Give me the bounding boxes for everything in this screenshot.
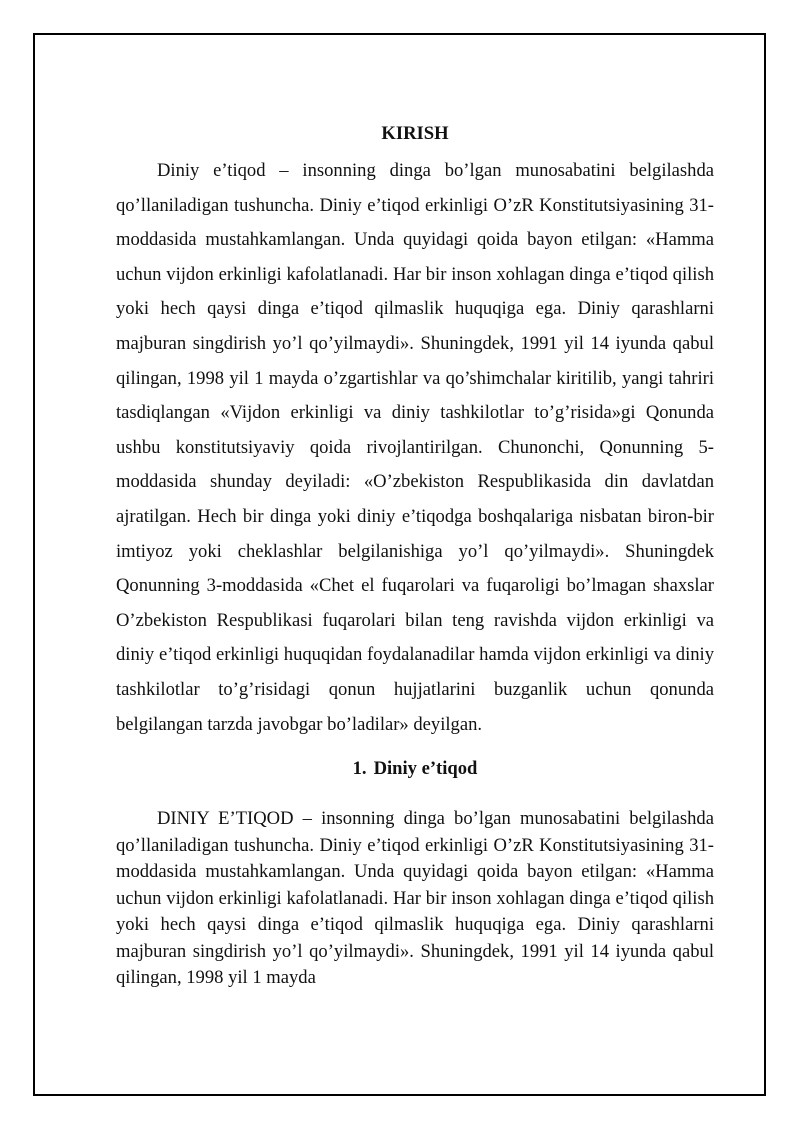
document-body (116, 120, 714, 992)
section-number: 1. (352, 758, 367, 780)
section-title: Diniy e’tiqod (373, 758, 478, 780)
section-paragraph: DINIY E’TIQOD – insonning dinga bo’lgan munosabatini belgilashda qo’llaniladigan tushuncha. Diniy e’tiqod erkinligi O’zR Konstitutsiyasining 31-moddasida mustahkamlangan. Unda quyidagi qoida bayon etilgan: «Hamma uchun vijdon erkinligi kafolatlanadi. Har bir inson xohlagan dinga e’tiqod qilish yoki hech qaysi dinga e’tiqod qilmaslik huquqiga ega. Diniy qarashlarni majburan singdirish yo’l qo’yilmaydi». Shuningdek, 1991 yil 14 iyunda qabul qilingan, 1998 yil 1 mayda (116, 808, 714, 989)
intro-paragraph: Diniy e’tiqod – insonning dinga bo’lgan munosabatini belgilashda qo’llaniladigan tushuncha. Diniy e’tiqod erkinligi O’zR Konstitutsiyasining 31-moddasida mustahkamlangan. Unda quyidagi qoida bayon etilgan: «Hamma uchun vijdon erkinligi kafolatlanadi. Har bir inson xohlagan dinga e’tiqod qilish yoki hech qaysi dinga e’tiqod qilmaslik huquqiga ega. Diniy qarashlarni majburan singdirish yo’l qo’yilmaydi». Shuningdek, 1991 yil 14 iyunda qabul qilingan, 1998 yil 1 mayda o’zgartishlar va qo’shimchalar kiritilib, yangi tahriri tasdiqlangan «Vijdon erkinligi va diniy tashkilotlar to’g’risida»gi Qonunda ushbu konstitutsiyaviy qoida rivojlantirilgan. Chunonchi, Qonunning 5-moddasida shunday deyiladi: «O’zbekiston Respublikasida din davlatdan ajratilgan. Hech bir dinga yoki diniy e’tiqodga boshqalariga nisbatan biron-bir imtiyoz yoki cheklashlar belgilanishiga yo’l qo’yilmaydi». Shuningdek Qonunning 3-moddasida «Chet el fuqarolari va fuqaroligi bo’lmagan shaxslar O’zbekiston Respublikasi fuqarolari bilan teng ravishda vijdon erkinligi va diniy e’tiqod erkinligi huquqidan foydalanadilar hamda vijdon erkinligi va diniy tashkilotlar to’g’risidagi qonun hujjatlarini buzganlik uchun qonunda belgilangan tarzda javobgar bo’ladilar» deyilgan. (116, 160, 714, 735)
section-heading (116, 754, 714, 784)
document-heading: KIRISH (381, 123, 449, 144)
